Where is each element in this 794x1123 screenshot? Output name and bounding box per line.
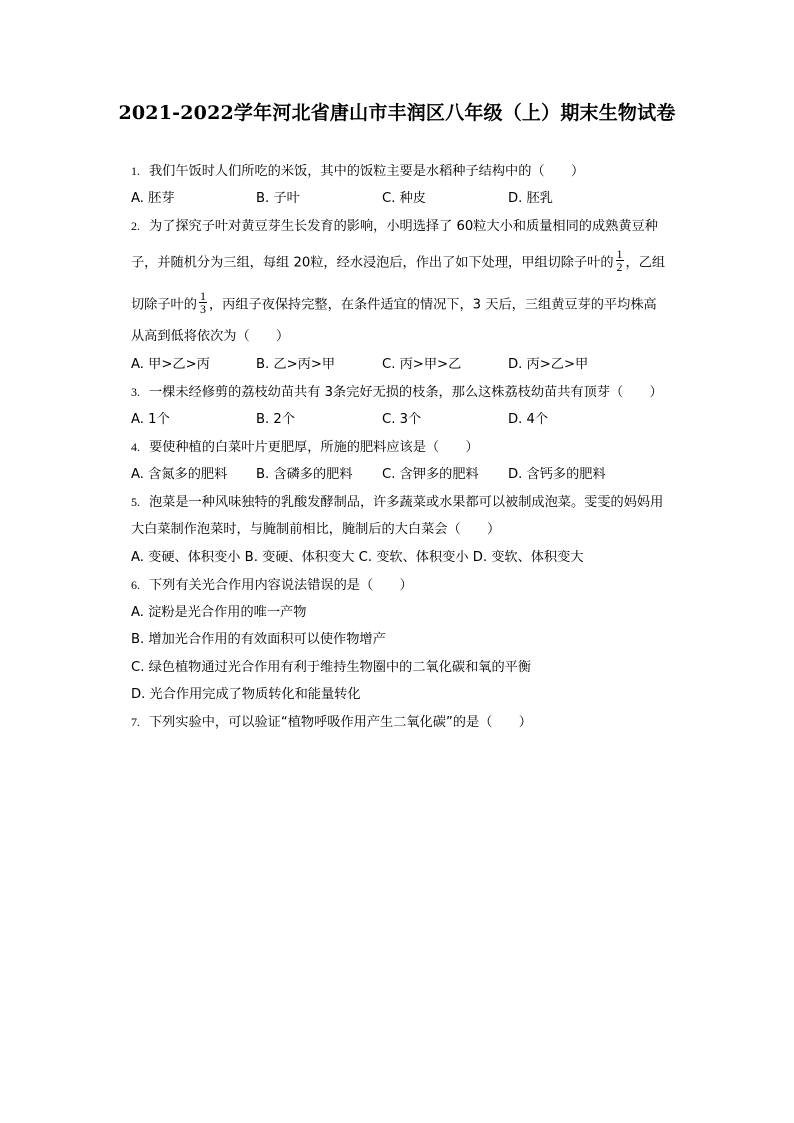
fraction-denominator: 2: [616, 260, 623, 274]
option-b: B. 含磷多的肥料: [256, 467, 353, 482]
question-text: 为了探究子叶对黄豆芽生长发育的影响，小明选择了 60粒大小和质量相同的成熟黄豆种: [149, 219, 658, 234]
question-2-line-4: 从高到低将依次为（ ）: [131, 329, 290, 344]
option-c: C. 种皮: [382, 191, 426, 206]
option-b: B. 乙>丙>甲: [256, 357, 336, 372]
question-text: 下列实验中，可以验证“植物呼吸作用产生二氧化碳”的是（ ）: [149, 715, 532, 730]
question-2: [131, 217, 658, 236]
question-text: ，丙组子夜保持完整，在条件适宜的情况下，3 天后，三组黄豆芽的平均株高: [208, 297, 657, 313]
option-a: A. 含氮多的肥料: [131, 467, 228, 482]
option-d: D. 丙>乙>甲: [508, 357, 589, 372]
question-text: 我们午饭时人们所吃的米饭，其中的饭粒主要是水稻种子结构中的（ ）: [149, 164, 585, 179]
question-text: 一棵未经修剪的荔枝幼苗共有 3条完好无损的枝条，那么这株荔枝幼苗共有顶芽（ ）: [149, 385, 663, 400]
option-a: A. 胚芽: [131, 191, 175, 206]
question-number: 1.: [131, 164, 140, 178]
fraction-numerator: 1: [199, 289, 206, 303]
option-c: C. 丙>甲>乙: [382, 357, 462, 372]
fraction-denominator: 3: [199, 302, 206, 316]
option-d: D. 胚乳: [508, 191, 553, 206]
option-c: C. 绿色植物通过光合作用有利于维持生物圈中的二氧化碳和氧的平衡: [131, 660, 532, 675]
question-number: 7.: [131, 715, 140, 729]
question-number: 6.: [131, 578, 140, 592]
question-4: [131, 438, 479, 457]
option-b: B. 增加光合作用的有效面积可以使作物增产: [131, 632, 386, 647]
question-text: 切除子叶的: [131, 297, 197, 313]
question-2-line-3: [131, 289, 657, 317]
question-3: [131, 383, 663, 402]
question-number: 5.: [131, 495, 140, 509]
question-text: 子，并随机分为三组，每组 20粒，经水浸泡后，作出了如下处理，甲组切除子叶的: [131, 255, 614, 271]
question-text: ，乙组: [625, 255, 666, 271]
option-a: A. 1个: [131, 412, 170, 427]
fraction-numerator: 1: [616, 247, 623, 261]
option-b: B. 2个: [256, 412, 296, 427]
fraction-one-third: [199, 290, 207, 315]
question-number: 3.: [131, 385, 140, 399]
question-5-line-2: 大白菜制作泡菜时，与腌制前相比，腌制后的大白菜会（ ）: [131, 522, 501, 537]
question-text: 泡菜是一种风味独特的乳酸发酵制品，许多蔬菜或水果都可以被制成泡菜。雯雯的妈妈用: [149, 495, 664, 510]
question-text: 下列有关光合作用内容说法错误的是（ ）: [149, 578, 413, 593]
option-b: B. 子叶: [256, 191, 300, 206]
question-6: [131, 576, 413, 595]
option-c: C. 含钾多的肥料: [382, 467, 479, 482]
question-number: 4.: [131, 440, 140, 454]
question-1: [131, 162, 584, 181]
option-d: D. 4个: [508, 412, 549, 427]
question-2-line-2: [131, 247, 666, 275]
options-line: A. 变硬、体积变小 B. 变硬、体积变大 C. 变软、体积变小 D. 变软、体积变大: [131, 550, 584, 565]
question-5: [131, 493, 663, 512]
question-text: 要使种植的白菜叶片更肥厚，所施的肥料应该是（ ）: [149, 440, 479, 455]
option-c: C. 3个: [382, 412, 422, 427]
option-a: A. 淀粉是光合作用的唯一产物: [131, 605, 307, 620]
question-7: [131, 713, 532, 732]
option-d: D. 光合作用完成了物质转化和能量转化: [131, 687, 361, 702]
question-number: 2.: [131, 219, 140, 233]
option-a: A. 甲>乙>丙: [131, 357, 210, 372]
exam-title: 2021-2022学年河北省唐山市丰润区八年级（上）期末生物试卷: [118, 102, 676, 124]
fraction-one-half: [616, 248, 624, 273]
option-d: D. 含钙多的肥料: [508, 467, 606, 482]
